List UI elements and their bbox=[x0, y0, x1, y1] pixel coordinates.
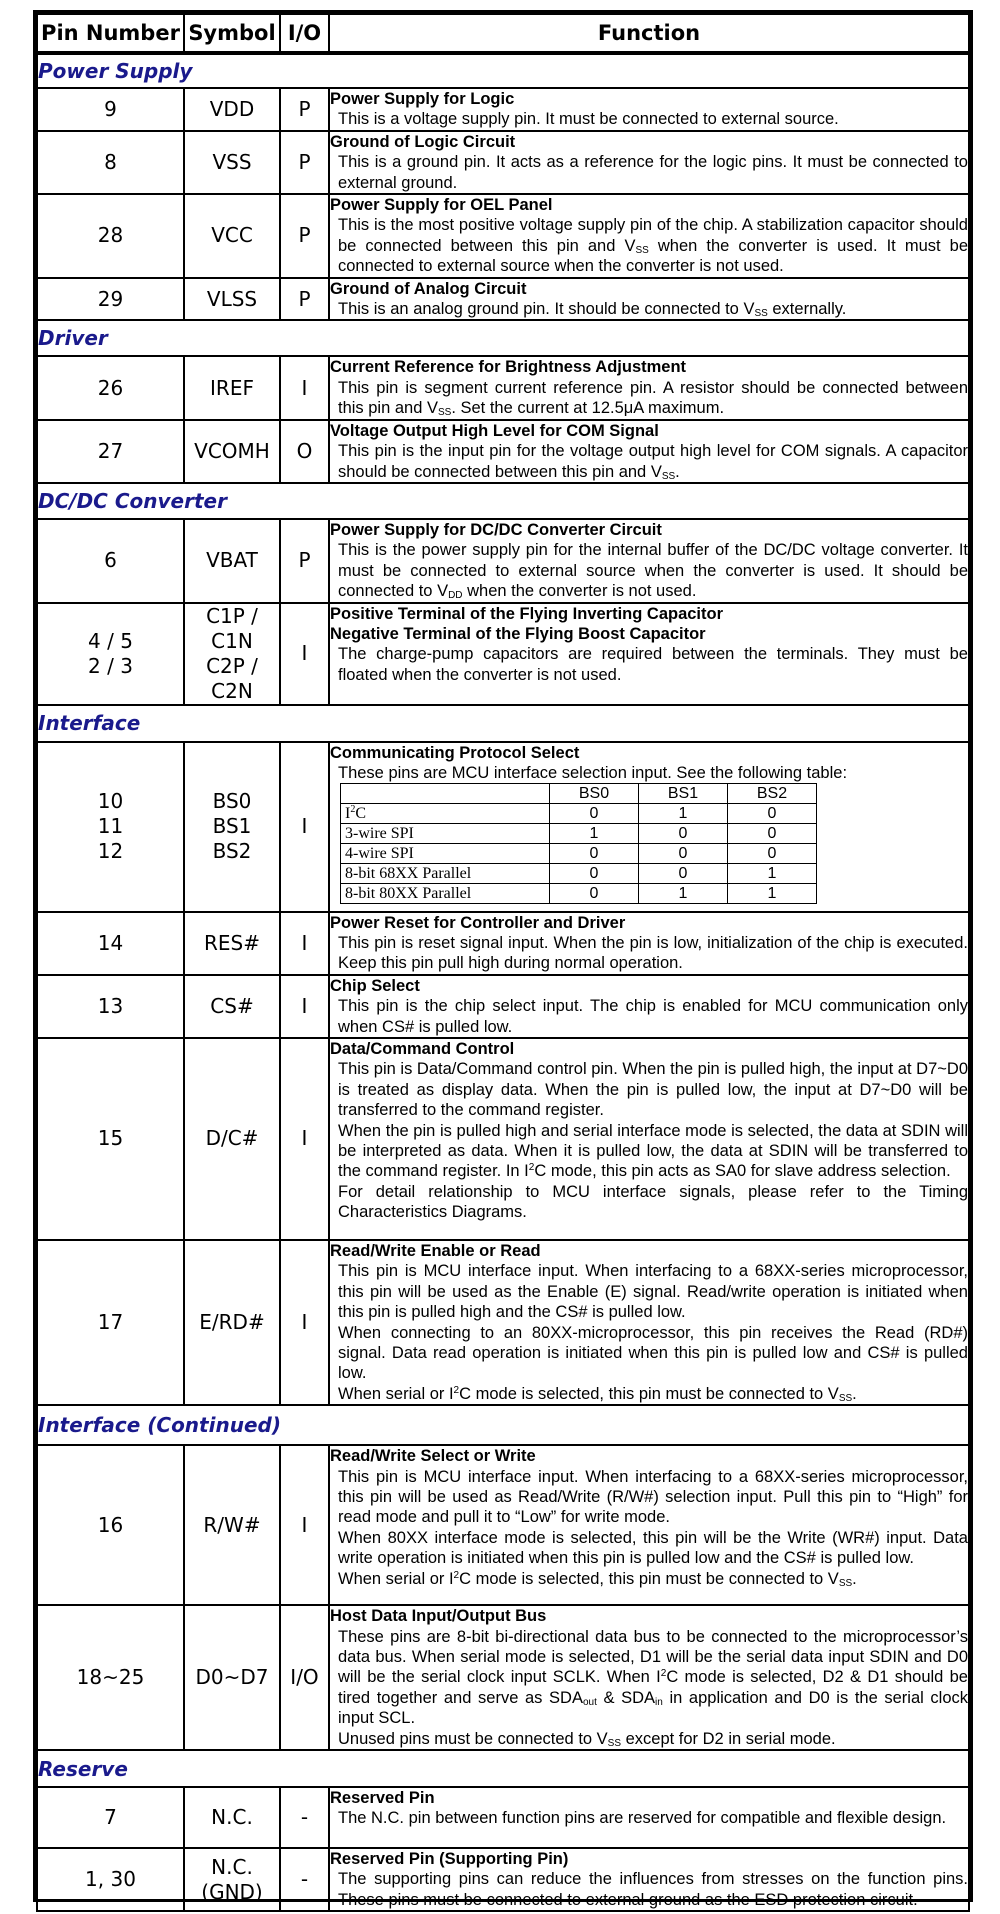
pin-symbol: VLSS bbox=[184, 278, 280, 321]
protocol-value: 0 bbox=[728, 824, 817, 844]
table-row bbox=[37, 1848, 969, 1911]
superscript: 2 bbox=[453, 1569, 460, 1581]
protocol-value: 0 bbox=[728, 804, 817, 824]
pin-io: O bbox=[280, 420, 329, 483]
protocol-header-cell: BS1 bbox=[639, 784, 728, 804]
text-part: Unused pins must be connected to V bbox=[338, 1729, 608, 1748]
protocol-value: 0 bbox=[639, 864, 728, 884]
text-part: This is the power supply pin for the internal buffer of the DC/DC voltage converter. It must be connected to external source when the converter is used. It should be connected to V bbox=[338, 541, 968, 601]
label-part: 3-wire SPI bbox=[345, 825, 414, 843]
section-row bbox=[37, 320, 969, 356]
text-part: This is the most positive voltage supply pin of the chip. A stabilization capacitor should be connected between this pin and V bbox=[338, 216, 968, 255]
section-row bbox=[37, 53, 969, 88]
function-title: Chip Select bbox=[330, 976, 420, 995]
protocol-value: 1 bbox=[728, 864, 817, 884]
pin-function bbox=[329, 912, 969, 975]
protocol-value: 1 bbox=[639, 804, 728, 824]
pin-io: I bbox=[280, 1445, 329, 1605]
pin-number: 28 bbox=[37, 194, 184, 278]
table-row bbox=[37, 278, 969, 321]
text-part: . Set the current at 12.5μA maximum. bbox=[451, 399, 725, 418]
pin-symbol-line: C1P / C1N bbox=[206, 603, 258, 653]
function-title: Current Reference for Brightness Adjustment bbox=[330, 358, 687, 377]
function-text bbox=[330, 1729, 968, 1749]
text-part: This pin is the input pin for the voltage output high level for COM signals. A capacitor should be connected between this pin and V bbox=[338, 442, 968, 481]
pin-io: I bbox=[280, 356, 329, 419]
protocol-label bbox=[341, 864, 550, 884]
superscript: 2 bbox=[453, 1384, 460, 1396]
protocol-header-row bbox=[341, 784, 817, 804]
table-row bbox=[37, 194, 969, 278]
pin-symbol bbox=[184, 603, 280, 705]
pin-symbol: VSS bbox=[184, 131, 280, 194]
pin-io: I bbox=[280, 975, 329, 1038]
pin-symbol: D/C# bbox=[184, 1038, 280, 1240]
function-title: Power Supply for Logic bbox=[330, 90, 515, 108]
function-text bbox=[330, 215, 968, 276]
table-row bbox=[37, 519, 969, 603]
text-part: . bbox=[675, 462, 680, 481]
text-part: . bbox=[852, 1384, 857, 1403]
pin-number: 18~25 bbox=[37, 1605, 184, 1750]
label-part: 8-bit 80XX Parallel bbox=[345, 885, 472, 903]
function-text: These pins are MCU interface selection input. See the following table: bbox=[338, 763, 848, 782]
header-pin-number: Pin Number bbox=[37, 14, 184, 53]
protocol-value: 0 bbox=[550, 884, 639, 904]
protocol-value: 1 bbox=[728, 884, 817, 904]
superscript: 2 bbox=[660, 1668, 667, 1680]
subscript: DD bbox=[448, 590, 463, 602]
function-text: The supporting pins can reduce the influences from stresses on the function pins. These pins must be connected to external ground as the ESD protection circuit. bbox=[338, 1870, 968, 1909]
protocol-value: 1 bbox=[550, 824, 639, 844]
header-io: I/O bbox=[280, 14, 329, 53]
pin-symbol: VCOMH bbox=[184, 420, 280, 483]
table-row bbox=[37, 1787, 969, 1848]
header-row bbox=[37, 14, 969, 53]
function-title: Host Data Input/Output Bus bbox=[330, 1607, 547, 1626]
text-part: This pin is segment current reference pin. A resistor should be connected between this pin and V bbox=[338, 378, 968, 418]
pin-symbol: CS# bbox=[184, 975, 280, 1038]
function-text: This is a voltage supply pin. It must be connected to external source. bbox=[338, 110, 839, 129]
section-dcdc-converter: DC/DC Converter bbox=[37, 483, 969, 519]
pin-symbol: RES# bbox=[184, 912, 280, 975]
section-row bbox=[37, 705, 969, 742]
function-title: Read/Write Select or Write bbox=[330, 1447, 536, 1466]
text-part: except for D2 in serial mode. bbox=[621, 1729, 836, 1748]
text-part: in application and D0 is the serial clock input SCL. bbox=[338, 1688, 969, 1728]
pin-function bbox=[329, 131, 969, 194]
label-part: I bbox=[345, 805, 351, 823]
section-row bbox=[37, 1750, 969, 1787]
text-part: C mode is selected, this pin must be connected to V bbox=[459, 1384, 839, 1403]
pin-symbol-line: BS2 bbox=[212, 839, 252, 864]
pin-io: I/O bbox=[280, 1605, 329, 1750]
function-text: This pin is MCU interface input. When interfacing to a 68XX-series microprocessor, this pin will be used as the Enable (E) signal. Read/write operation is initiated when this pin is pulled high and the CS# is pulled low. bbox=[338, 1262, 968, 1322]
pin-number: 17 bbox=[37, 1240, 184, 1405]
function-text bbox=[330, 441, 968, 482]
pin-function bbox=[329, 194, 969, 278]
pin-function bbox=[329, 1848, 969, 1911]
header-function: Function bbox=[329, 14, 969, 53]
protocol-label bbox=[341, 824, 550, 844]
text-part: When the pin is pulled high and serial interface mode is selected, the data at SDIN will be interpreted as data. When it is pulled low, the data at SDIN will be transferred to the command register. In I bbox=[338, 1121, 968, 1181]
label-part: C bbox=[355, 805, 366, 823]
function-text bbox=[330, 1627, 968, 1729]
protocol-row bbox=[341, 844, 817, 864]
pin-io: P bbox=[280, 131, 329, 194]
pin-function bbox=[329, 356, 969, 419]
table-row bbox=[37, 912, 969, 975]
function-title: Reserved Pin (Supporting Pin) bbox=[330, 1850, 569, 1869]
table-row bbox=[37, 88, 969, 131]
pin-function bbox=[329, 1240, 969, 1405]
function-text bbox=[330, 1569, 968, 1589]
function-text bbox=[330, 1384, 968, 1404]
protocol-value: 0 bbox=[550, 804, 639, 824]
subscript: SS bbox=[838, 1577, 853, 1589]
pin-symbol-line: BS0 bbox=[212, 789, 252, 814]
pin-number-line: 10 bbox=[97, 789, 124, 814]
subscript: SS bbox=[661, 470, 676, 482]
pin-function bbox=[329, 603, 969, 705]
subscript: out bbox=[582, 1696, 597, 1708]
section-row bbox=[37, 1405, 969, 1445]
function-title: Power Supply for OEL Panel bbox=[330, 196, 553, 215]
pin-function bbox=[329, 742, 969, 912]
pin-function bbox=[329, 1038, 969, 1240]
text-part: These pins are 8-bit bi-directional data bus to be connected to the microprocessor’s data bus. When serial mode is selected, D1 will be the serial data input SDIN and D0 will be the serial clock input SCLK. When I bbox=[338, 1627, 968, 1687]
label-part: 4-wire SPI bbox=[345, 845, 414, 863]
pin-number: 1, 30 bbox=[37, 1848, 184, 1911]
pin-number: 9 bbox=[37, 88, 184, 131]
table-row bbox=[37, 356, 969, 419]
protocol-value: 0 bbox=[728, 844, 817, 864]
subscript: SS bbox=[838, 1392, 853, 1404]
function-text: The N.C. pin between function pins are reserved for compatible and flexible design. bbox=[338, 1809, 947, 1828]
pin-io: I bbox=[280, 603, 329, 705]
protocol-value: 0 bbox=[550, 864, 639, 884]
protocol-header-blank bbox=[341, 784, 550, 804]
pin-symbol bbox=[184, 742, 280, 912]
section-interface: Interface bbox=[37, 705, 969, 742]
superscript: 2 bbox=[528, 1162, 535, 1174]
function-title: Communicating Protocol Select bbox=[330, 743, 580, 762]
function-text bbox=[330, 540, 968, 601]
table-row bbox=[37, 1240, 969, 1405]
subscript: SS bbox=[607, 1737, 622, 1749]
text-part: when the converter is not used. bbox=[462, 582, 697, 601]
function-title: Power Reset for Controller and Driver bbox=[330, 913, 626, 932]
pin-number: 7 bbox=[37, 1787, 184, 1848]
pin-function bbox=[329, 420, 969, 483]
function-text: This pin is reset signal input. When the pin is low, initialization of the chip is executed. Keep this pin pull high during normal operation. bbox=[338, 933, 968, 973]
pin-number bbox=[37, 603, 184, 705]
table-row bbox=[37, 975, 969, 1038]
pin-number: 6 bbox=[37, 519, 184, 603]
function-text: The charge-pump capacitors are required between the terminals. They must be floated when the converter is not used. bbox=[338, 645, 968, 684]
pin-number: 29 bbox=[37, 278, 184, 321]
text-part: & SDA bbox=[596, 1688, 656, 1707]
function-text: When 80XX interface mode is selected, this pin will be the Write (WR#) input. Data write operation is initiated when this pin is pulled low and the CS# is pulled low. bbox=[338, 1528, 968, 1568]
pin-symbol: R/W# bbox=[184, 1445, 280, 1605]
subscript: SS bbox=[437, 407, 452, 419]
pin-io: I bbox=[280, 912, 329, 975]
pin-number-line: 4 / 5 bbox=[88, 628, 133, 653]
function-title: Voltage Output High Level for COM Signal bbox=[330, 421, 659, 440]
pin-io: P bbox=[280, 519, 329, 603]
protocol-label bbox=[341, 844, 550, 864]
label-part: 8-bit 68XX Parallel bbox=[345, 865, 472, 883]
pin-symbol: IREF bbox=[184, 356, 280, 419]
pin-io: P bbox=[280, 278, 329, 321]
subscript: in bbox=[655, 1696, 663, 1708]
pin-function bbox=[329, 1605, 969, 1750]
text-part: when the converter is used. It must be connected to external source when the converter is not used. bbox=[338, 236, 968, 276]
protocol-value: 0 bbox=[639, 844, 728, 864]
pin-number bbox=[37, 742, 184, 912]
pin-io: I bbox=[280, 742, 329, 912]
pin-symbol: D0~D7 bbox=[184, 1605, 280, 1750]
protocol-value: 0 bbox=[550, 844, 639, 864]
section-reserve: Reserve bbox=[37, 1750, 969, 1787]
pin-function bbox=[329, 1787, 969, 1848]
text-part: This is an analog ground pin. It should be connected to V bbox=[338, 300, 755, 319]
pin-symbol: N.C. (GND) bbox=[184, 1848, 280, 1911]
protocol-label bbox=[341, 804, 550, 824]
function-title: Power Supply for DC/DC Converter Circuit bbox=[330, 520, 662, 539]
function-text: For detail relationship to MCU interface signals, please refer to the Timing Characteristics Diagrams. bbox=[338, 1182, 968, 1222]
pin-function bbox=[329, 278, 969, 321]
pin-symbol: VDD bbox=[184, 88, 280, 131]
function-text: When connecting to an 80XX-microprocessor, this pin receives the Read (RD#) signal. Data read operation is initiated when this pin is pulled low and CS# is pulled low. bbox=[338, 1323, 968, 1383]
pin-number: 26 bbox=[37, 356, 184, 419]
subscript: SS bbox=[635, 244, 649, 256]
section-interface-continued: Interface (Continued) bbox=[37, 1405, 969, 1445]
function-title: Positive Terminal of the Flying Inverting Capacitor bbox=[330, 604, 724, 623]
protocol-row bbox=[341, 864, 817, 884]
pin-io: P bbox=[280, 88, 329, 131]
pin-io: I bbox=[280, 1240, 329, 1405]
function-title: Ground of Logic Circuit bbox=[330, 132, 516, 151]
pin-number: 8 bbox=[37, 131, 184, 194]
function-title: Negative Terminal of the Flying Boost Capacitor bbox=[330, 624, 706, 643]
pin-number-line: 11 bbox=[97, 814, 124, 839]
protocol-label bbox=[341, 884, 550, 904]
pin-number-line: 2 / 3 bbox=[88, 653, 133, 678]
pin-number: 14 bbox=[37, 912, 184, 975]
section-power-supply: Power Supply bbox=[37, 53, 969, 88]
table-row bbox=[37, 742, 969, 912]
pin-symbol: VBAT bbox=[184, 519, 280, 603]
pin-function bbox=[329, 1445, 969, 1605]
table-row bbox=[37, 1445, 969, 1605]
pin-symbol-line: C2P / C2N bbox=[206, 653, 258, 703]
pin-io: I bbox=[280, 1038, 329, 1240]
pin-number-line: 12 bbox=[97, 839, 124, 864]
pin-function bbox=[329, 519, 969, 603]
protocol-select-table bbox=[340, 783, 817, 904]
function-text: This pin is Data/Command control pin. When the pin is pulled high, the input at D7~D0 is treated as display data. When the pin is pulled low, the input at D7~D0 will be transferred to the command register. bbox=[338, 1060, 968, 1120]
function-text bbox=[330, 299, 968, 319]
text-part: C mode is selected, this pin must be connected to V bbox=[459, 1569, 839, 1588]
function-text: This is a ground pin. It acts as a reference for the logic pins. It must be connected to external ground. bbox=[338, 153, 968, 192]
pin-io: - bbox=[280, 1848, 329, 1911]
pin-io: P bbox=[280, 194, 329, 278]
header-symbol: Symbol bbox=[184, 14, 280, 53]
section-row bbox=[37, 483, 969, 519]
function-title: Reserved Pin bbox=[330, 1789, 435, 1808]
protocol-row bbox=[341, 884, 817, 904]
pin-function bbox=[329, 975, 969, 1038]
table-row bbox=[37, 603, 969, 705]
text-part: externally. bbox=[767, 300, 847, 319]
pin-number: 15 bbox=[37, 1038, 184, 1240]
function-title: Ground of Analog Circuit bbox=[330, 279, 527, 298]
protocol-row bbox=[341, 804, 817, 824]
text-part: When serial or I bbox=[338, 1569, 454, 1588]
table-row bbox=[37, 420, 969, 483]
text-part: When serial or I bbox=[338, 1384, 454, 1403]
table-row bbox=[37, 131, 969, 194]
pin-number: 16 bbox=[37, 1445, 184, 1605]
function-text bbox=[330, 378, 968, 419]
table-row bbox=[37, 1605, 969, 1750]
pin-number: 27 bbox=[37, 420, 184, 483]
pin-number: 13 bbox=[37, 975, 184, 1038]
pin-symbol: VCC bbox=[184, 194, 280, 278]
protocol-header-cell: BS0 bbox=[550, 784, 639, 804]
function-title: Read/Write Enable or Read bbox=[330, 1241, 541, 1260]
function-text bbox=[330, 1121, 968, 1182]
function-text: This pin is MCU interface input. When interfacing to a 68XX-series microprocessor, this pin will be used as Read/Write (R/W#) selection input. Pull this pin to “High” for read mode and pull it to “Low” for write mode. bbox=[338, 1467, 968, 1527]
text-part: C mode, this pin acts as SA0 for slave address selection. bbox=[534, 1162, 951, 1181]
pin-symbol-line: BS1 bbox=[212, 814, 252, 839]
protocol-row bbox=[341, 824, 817, 844]
function-title: Data/Command Control bbox=[330, 1039, 515, 1058]
protocol-value: 1 bbox=[639, 884, 728, 904]
function-text: This pin is the chip select input. The chip is enabled for MCU communication only when CS# is pulled low. bbox=[338, 997, 968, 1036]
section-driver: Driver bbox=[37, 320, 969, 356]
superscript: 2 bbox=[350, 804, 356, 816]
pin-function bbox=[329, 88, 969, 131]
protocol-header-cell: BS2 bbox=[728, 784, 817, 804]
pin-description-sheet bbox=[33, 10, 973, 1909]
pin-io: - bbox=[280, 1787, 329, 1848]
text-part: C mode is selected, D2 & D1 should be tired together and serve as SDA bbox=[338, 1668, 968, 1707]
text-part: . bbox=[852, 1569, 857, 1588]
subscript: SS bbox=[754, 308, 768, 320]
pin-symbol: N.C. bbox=[184, 1787, 280, 1848]
pin-symbol: E/RD# bbox=[184, 1240, 280, 1405]
protocol-value: 0 bbox=[639, 824, 728, 844]
pin-description-table bbox=[36, 13, 970, 1912]
table-row bbox=[37, 1038, 969, 1240]
